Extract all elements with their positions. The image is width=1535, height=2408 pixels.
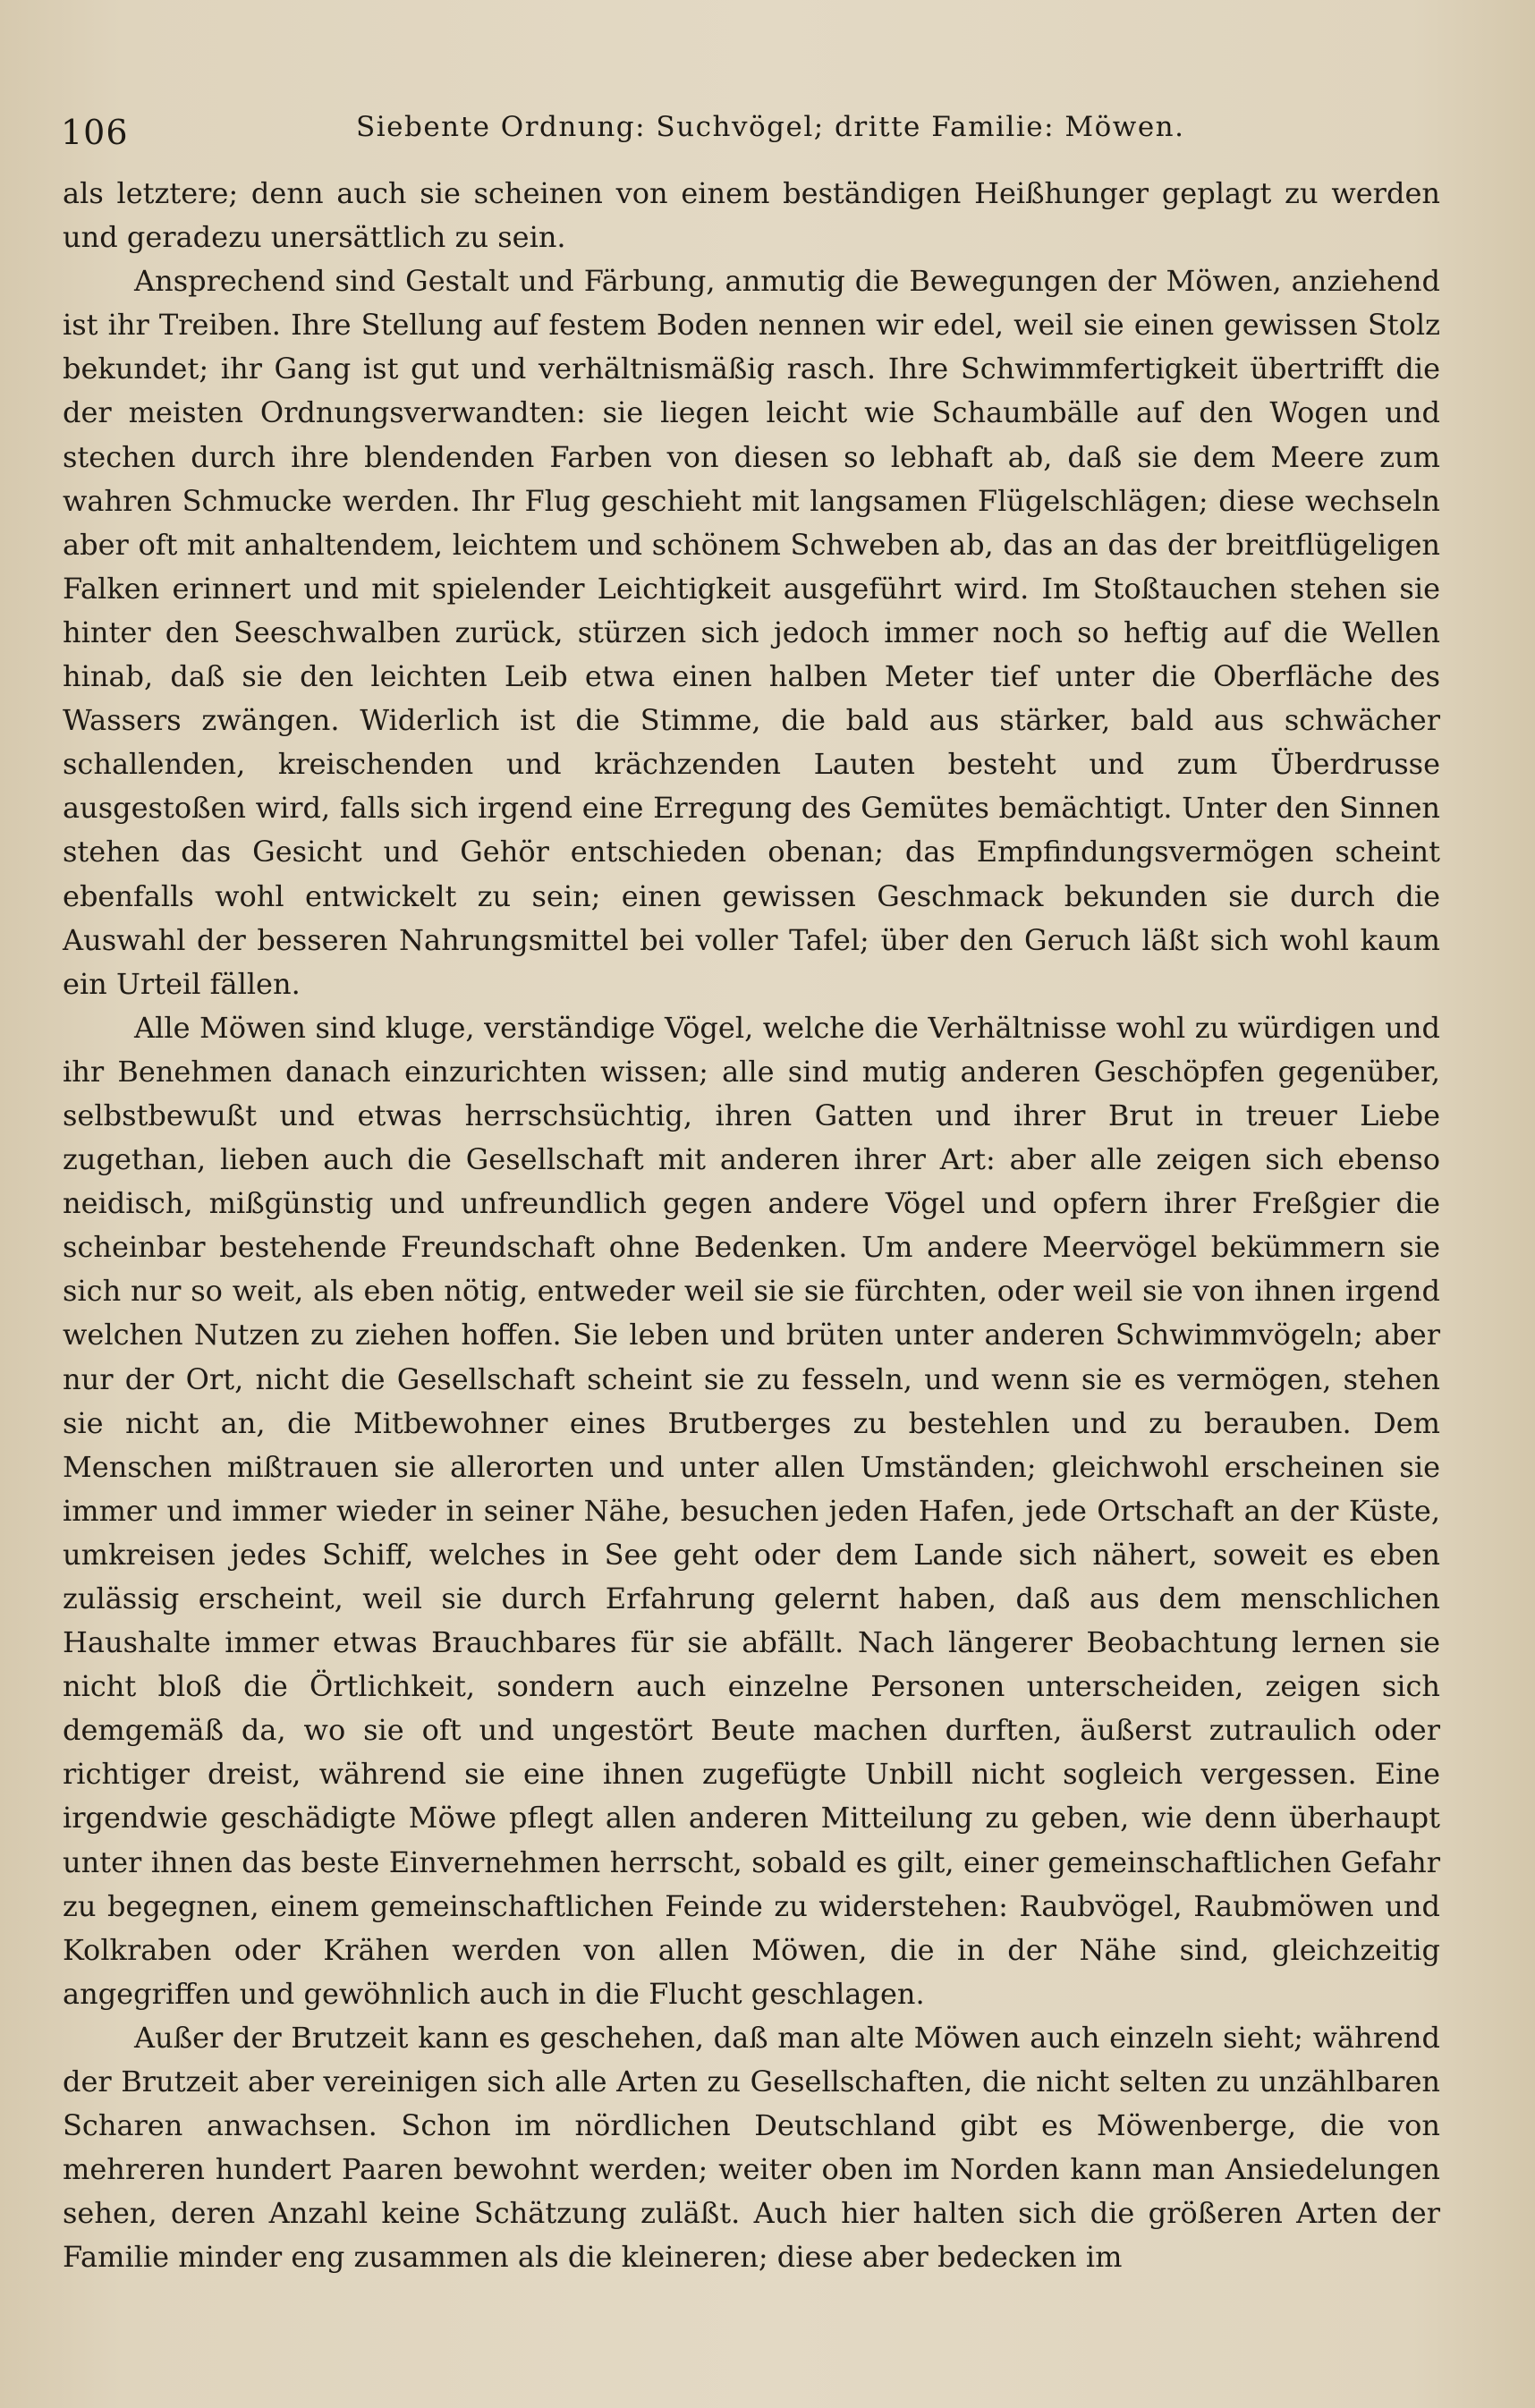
paragraph: Alle Möwen sind kluge, verständige Vögel, welche die Verhältnisse wohl zu würdigen und ihr Benehmen danach einzurichten wissen; alle sind mutig anderen Geschöpfen gegenüber, selbstbewußt und etwas herrschsüchtig, ihren Gatten und ihrer Brut in treuer Liebe zugethan, lieben auch die Gesellschaft mit anderen ihrer Art: aber alle zeigen sich ebenso neidisch, mißgünstig und unfreundlich gegen andere Vögel und opfern ihrer Freßgier die scheinbar bestehende Freundschaft ohne Bedenken. Um andere Meervögel bekümmern sie sich nur so weit, als eben nötig, entweder weil sie sie fürchten, oder weil sie von ihnen irgend welchen Nutzen zu ziehen hoffen. Sie leben und brüten unter anderen Schwimmvögeln; aber nur der Ort, nicht die Gesellschaft scheint sie zu fesseln, und wenn sie es vermögen, stehen sie nicht an, die Mitbewohner eines Brutberges zu bestehlen und zu berauben. Dem Menschen mißtrauen sie allerorten und unter allen Umständen; gleichwohl erscheinen sie immer und immer wieder in seiner Nähe, besuchen jeden Hafen, jede Ortschaft an der Küste, umkreisen jedes Schiff, welches in See geht oder dem Lande sich nähert, soweit es eben zulässig erscheint, weil sie durch Erfahrung gelernt haben, daß aus dem menschlichen Haushalte immer etwas Brauchbares für sie abfällt. Nach längerer Beobachtung lernen sie nicht bloß die Örtlichkeit, sondern auch einzelne Personen unterscheiden, zeigen sich demgemäß da, wo sie oft und ungestört Beute machen durften, äußerst zutraulich oder richtiger dreist, während sie eine ihnen zugefügte Unbill nicht sogleich vergessen. Eine irgendwie geschädigte Möwe pflegt allen anderen Mitteilung zu geben, wie denn überhaupt unter ihnen das beste Einvernehmen herrscht, sobald es gilt, einer gemeinschaftlichen Gefahr zu begegnen, einem gemeinschaftlichen Feinde zu widerstehen: Raubvögel, Raubmöwen und Kolkraben oder Krähen werden von allen Möwen, die in der Nähe sind, gleichzeitig angegriffen und gewöhnlich auch in die Flucht geschlagen.: [63, 1010, 1440, 2011]
page-number: 106: [61, 113, 129, 152]
paragraph: als letztere; denn auch sie scheinen von einem beständigen Heißhunger geplagt zu werden und geradezu unersättlich zu sein.: [63, 176, 1440, 255]
paragraph: Ansprechend sind Gestalt und Färbung, anmutig die Bewegungen der Möwen, anziehend ist ihr Treiben. Ihre Stellung auf festem Boden nennen wir edel, weil sie einen gewissen Stolz bekundet; ihr Gang ist gut und verhältnismäßig rasch. Ihre Schwimmfertigkeit übertrifft die der meisten Ordnungsverwandten: sie liegen leicht wie Schaumbälle auf den Wogen und stechen durch ihre blendenden Farben von diesen so lebhaft ab, daß sie dem Meere zum wahren Schmucke werden. Ihr Flug geschieht mit langsamen Flügelschlägen; diese wechseln aber oft mit anhaltendem, leichtem und schönem Schweben ab, das an das der breitflügeligen Falken erinnert und mit spielender Leichtigkeit ausgeführt wird. Im Stoßtauchen stehen sie hinter den Seeschwalben zurück, stürzen sich jedoch immer noch so heftig auf die Wellen hinab, daß sie den leichten Leib etwa einen halben Meter tief unter die Oberfläche des Wassers zwängen. Widerlich ist die Stimme, die bald aus stärker, bald aus schwächer schallenden, kreischenden und krächzenden Lauten besteht und zum Überdrusse ausgestoßen wird, falls sich irgend eine Erregung des Gemütes bemächtigt. Unter den Sinnen stehen das Gesicht und Gehör entschieden obenan; das Empfindungsvermögen scheint ebenfalls wohl entwickelt zu sein; einen gewissen Geschmack bekunden sie durch die Auswahl der besseren Nahrungsmittel bei voller Tafel; über den Geruch läßt sich wohl kaum ein Urteil fällen.: [63, 264, 1440, 1001]
page-header: [61, 106, 1474, 159]
paragraph: Außer der Brutzeit kann es geschehen, daß man alte Möwen auch einzeln sieht; während der Brutzeit aber vereinigen sich alle Arten zu Gesellschaften, die nicht selten zu unzählbaren Scharen anwachsen. Schon im nördlichen Deutschland gibt es Möwenberge, die von mehreren hundert Paaren bewohnt werden; weiter oben im Norden kann man Ansiedelungen sehen, deren Anzahl keine Schätzung zuläßt. Auch hier halten sich die größeren Arten der Familie minder eng zusammen als die kleineren; diese aber bedecken im: [63, 2020, 1440, 2275]
body-text: [63, 172, 1440, 2280]
running-head: Siebente Ordnung: Suchvögel; dritte Familie: Möwen.: [356, 111, 1185, 143]
